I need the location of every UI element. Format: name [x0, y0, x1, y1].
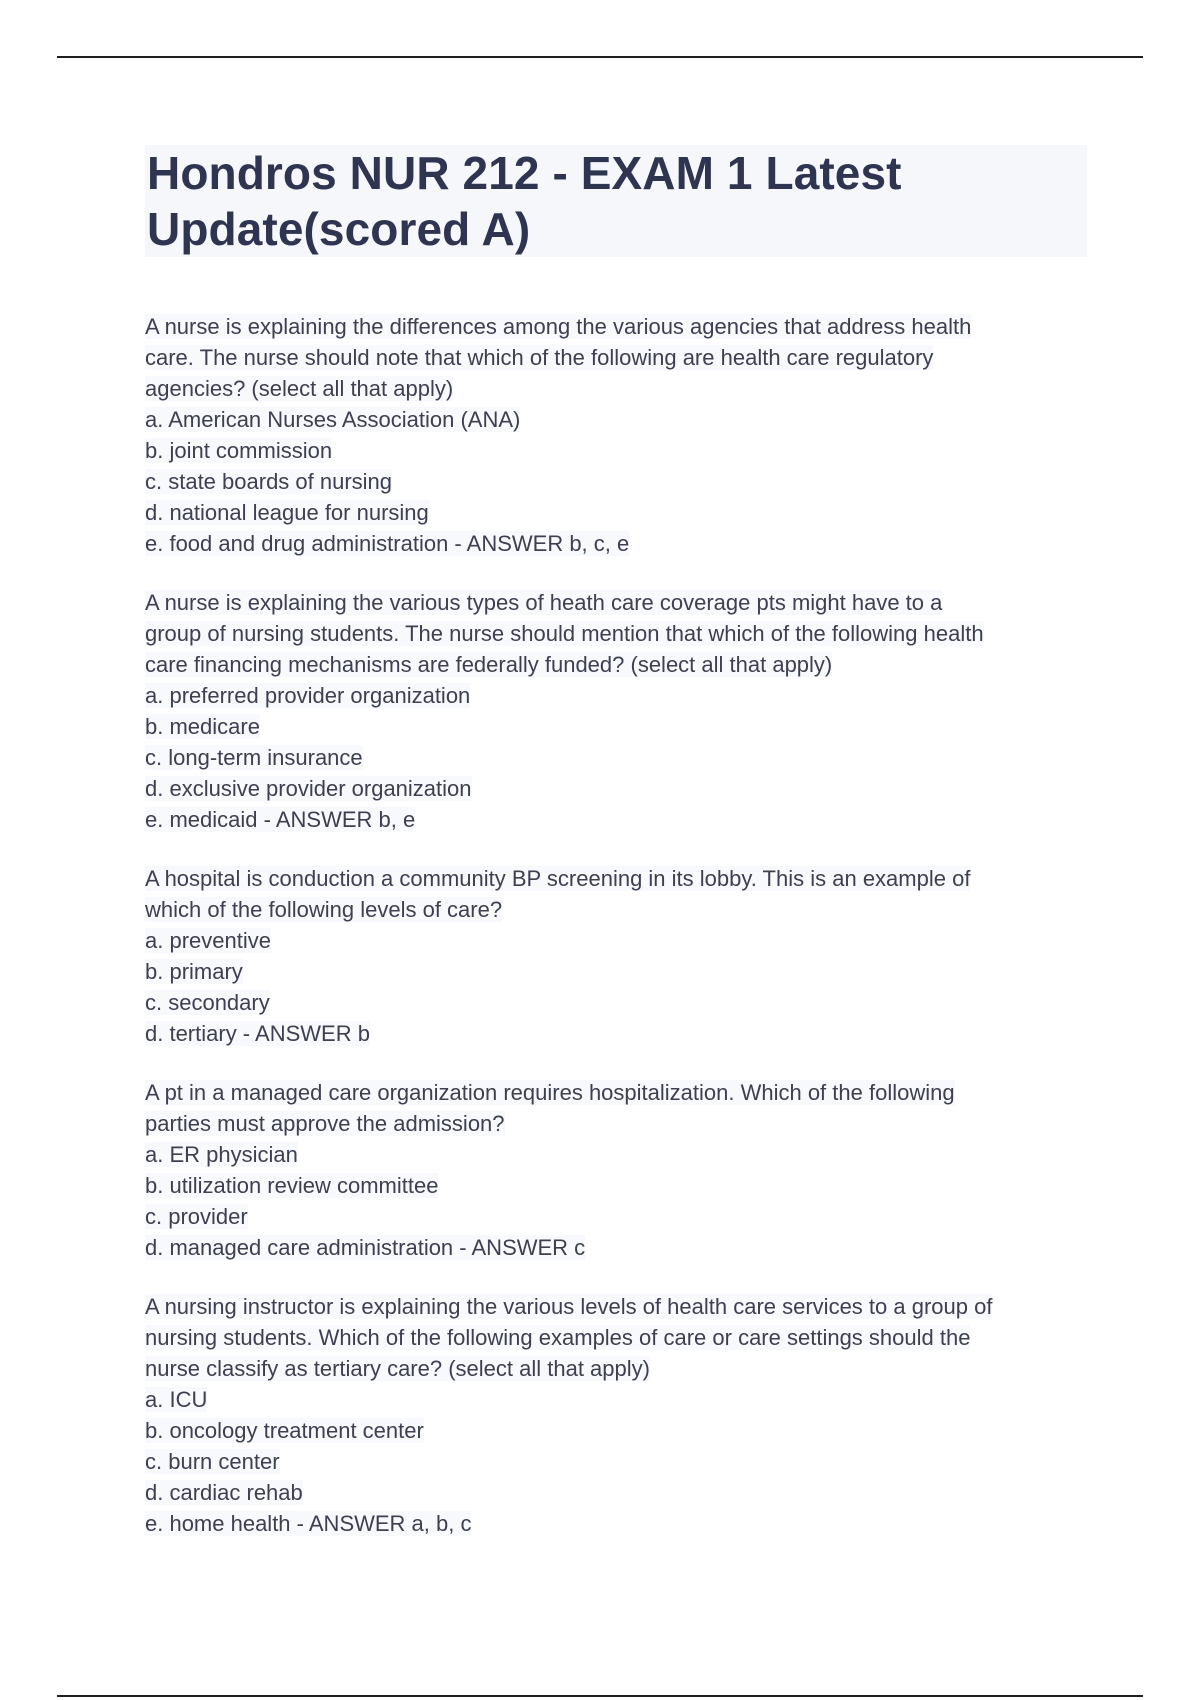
answer-option-with-key: d. tertiary - ANSWER b	[145, 1021, 370, 1046]
question-text-line: nurse classify as tertiary care? (select all that apply)	[145, 1356, 650, 1381]
answer-option: a. preferred provider organization	[145, 683, 471, 708]
question-3	[145, 865, 1085, 1051]
question-text-line: group of nursing students. The nurse should mention that which of the following health	[145, 621, 984, 646]
question-text-line: parties must approve the admission?	[145, 1111, 505, 1136]
answer-option: a. ICU	[145, 1387, 208, 1412]
question-1	[145, 313, 1085, 561]
question-text-line: A nurse is explaining the differences among the various agencies that address health	[145, 314, 972, 339]
question-text-line: care financing mechanisms are federally funded? (select all that apply)	[145, 652, 833, 677]
bottom-rule	[57, 1695, 1143, 1697]
answer-option: c. state boards of nursing	[145, 469, 393, 494]
question-text-line: nursing students. Which of the following examples of care or care settings should the	[145, 1325, 971, 1350]
answer-option: c. provider	[145, 1204, 248, 1229]
answer-option: d. national league for nursing	[145, 500, 429, 525]
answer-option-with-key: e. home health - ANSWER a, b, c	[145, 1511, 472, 1536]
document-title: Hondros NUR 212 - EXAM 1 Latest Update(scored A)	[147, 147, 902, 255]
question-text-line: A hospital is conduction a community BP screening in its lobby. This is an example of	[145, 866, 971, 891]
answer-option: b. utilization review committee	[145, 1173, 439, 1198]
answer-option: d. cardiac rehab	[145, 1480, 303, 1505]
question-text-line: care. The nurse should note that which of the following are health care regulatory	[145, 345, 934, 370]
answer-option: c. long-term insurance	[145, 745, 363, 770]
question-text-line: A nursing instructor is explaining the various levels of health care services to a group of	[145, 1294, 993, 1319]
answer-option-with-key: d. managed care administration - ANSWER c	[145, 1235, 586, 1260]
answer-option: b. medicare	[145, 714, 260, 739]
question-list	[145, 313, 1085, 1569]
answer-option: a. ER physician	[145, 1142, 298, 1167]
answer-option: c. burn center	[145, 1449, 280, 1474]
answer-option-with-key: e. medicaid - ANSWER b, e	[145, 807, 416, 832]
question-4	[145, 1079, 1085, 1265]
answer-option-with-key: e. food and drug administration - ANSWER b, c, e	[145, 531, 630, 556]
answer-option: c. secondary	[145, 990, 270, 1015]
question-5	[145, 1293, 1085, 1541]
answer-option: b. primary	[145, 959, 243, 984]
question-text-line: agencies? (select all that apply)	[145, 376, 454, 401]
answer-option: d. exclusive provider organization	[145, 776, 472, 801]
answer-option: a. American Nurses Association (ANA)	[145, 407, 521, 432]
question-text-line: A nurse is explaining the various types of heath care coverage pts might have to a	[145, 590, 943, 615]
answer-option: a. preventive	[145, 928, 271, 953]
question-text-line: A pt in a managed care organization requires hospitalization. Which of the following	[145, 1080, 955, 1105]
question-2	[145, 589, 1085, 837]
title-block	[145, 145, 1087, 257]
answer-option: b. joint commission	[145, 438, 333, 463]
top-rule	[57, 56, 1143, 58]
question-text-line: which of the following levels of care?	[145, 897, 503, 922]
answer-option: b. oncology treatment center	[145, 1418, 424, 1443]
